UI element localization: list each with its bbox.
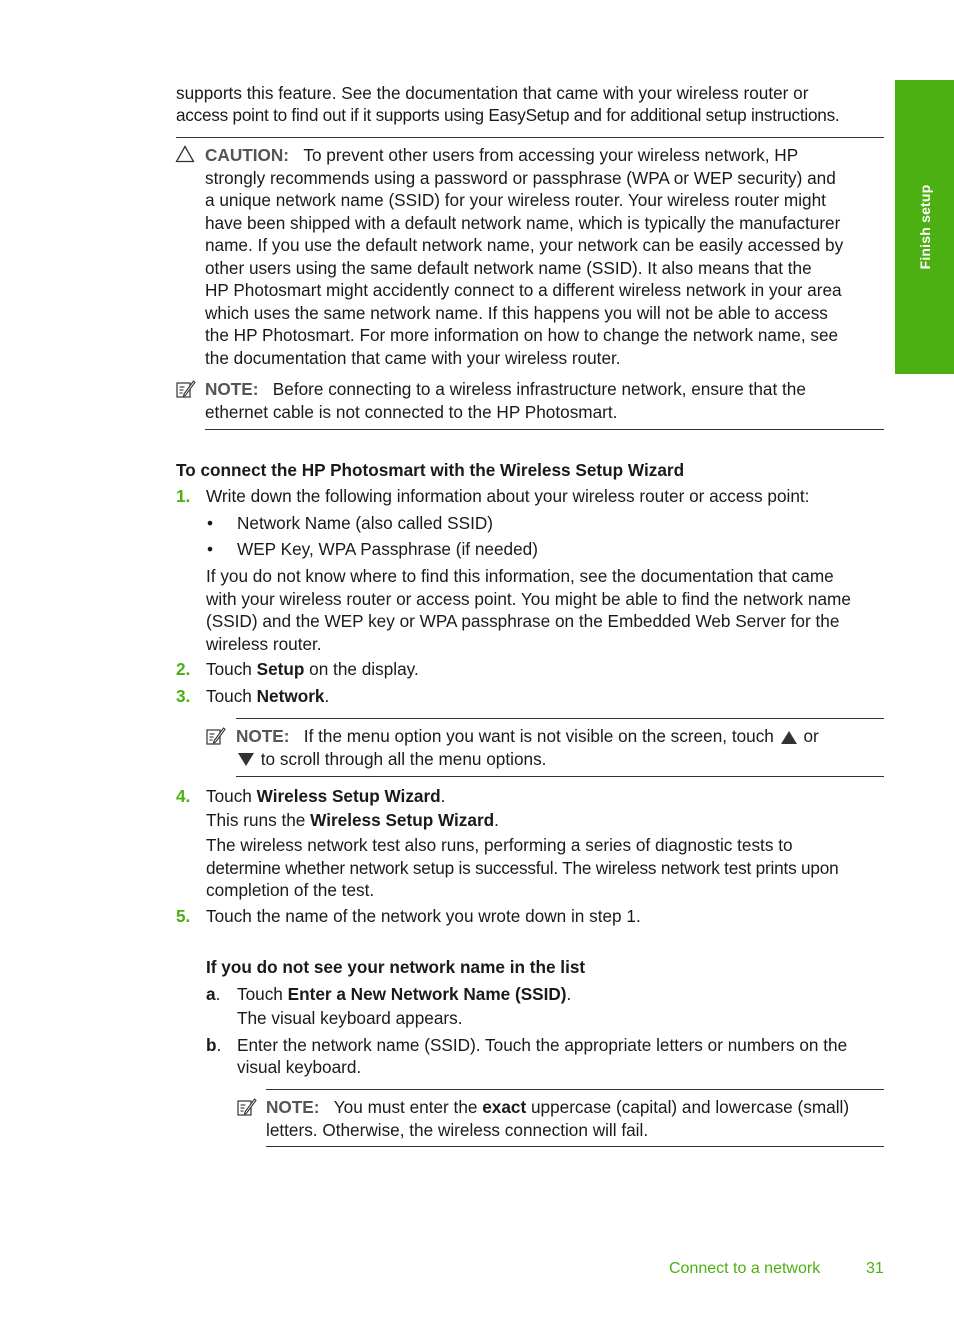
note-1-label: NOTE: [205,379,259,399]
side-tab-label: Finish setup [916,184,933,270]
note-2-label: NOTE: [236,726,290,746]
bullet-1-text: Network Name (also called SSID) [237,513,493,533]
footer-page-number: 31 [866,1260,884,1277]
step-5-text: Touch the name of the network you wrote down in step 1. [206,906,641,926]
note-2-divider-top [236,718,884,719]
bullet-2-marker: • [207,539,214,559]
caution-block [205,144,895,369]
step-3-text: Touch Network. [206,686,330,706]
note-icon [176,379,196,399]
substep-b-label: b. [206,1035,222,1055]
note-block-1 [205,378,895,423]
note-icon [237,1097,257,1117]
caution-line-5: name. If you use the default network name, your network can be easily accessed by [205,235,844,255]
note-2-line-1: NOTE: If the menu option you want is not visible on the screen, touch or [236,726,819,746]
step-1-paragraph [206,565,891,655]
substep-a-text: Touch Enter a New Network Name (SSID). [237,984,572,1004]
substep-b-line-2: visual keyboard. [237,1057,362,1077]
note-block-3 [266,1096,896,1141]
note-1-divider [205,429,884,430]
note-1-line-2: ethernet cable is not connected to the HP Photosmart. [205,401,618,422]
step-2-bold: Setup [256,659,305,679]
intro-line-1: supports this feature. See the documentation that came with your wireless router or [176,83,809,103]
sub-heading: If you do not see your network name in the list [206,957,586,977]
note-3-line-1: NOTE: You must enter the exact uppercase (capital) and lowercase (small) [266,1097,850,1117]
step-1-para-line-4: wireless router. [206,633,322,654]
arrow-down-icon [238,753,254,766]
step-1-para-line-3: (SSID) and the WEP key or WPA passphrase on the Embedded Web Server for the [206,611,840,631]
footer-section-title: Connect to a network [669,1260,821,1277]
note-icon [206,726,226,746]
step-4-bold: Wireless Setup Wizard [256,786,441,806]
substep-a-line-2: The visual keyboard appears. [237,1008,463,1028]
step-4-text: Touch Wireless Setup Wizard. [206,786,446,806]
note-1-line-1: NOTE: Before connecting to a wireless infrastructure network, ensure that the [205,379,806,399]
caution-line-6: other users using the same default network name (SSID). It also means that the [205,257,812,278]
note-3-bold: exact [482,1097,527,1117]
section-heading: To connect the HP Photosmart with the Wireless Setup Wizard [176,460,685,480]
side-tab [895,80,954,374]
note-3-divider-bottom [266,1146,884,1147]
step-5-number: 5. [176,906,191,926]
step-4-para-line-1: The wireless network test also runs, performing a series of diagnostic tests to [206,835,793,855]
substep-b-line-1: Enter the network name (SSID). Touch the appropriate letters or numbers on the [237,1035,848,1055]
step-3-number: 3. [176,686,191,706]
note-3-label: NOTE: [266,1097,320,1117]
step-1-para-line-1: If you do not know where to find this information, see the documentation that came [206,566,834,586]
bullet-2-text: WEP Key, WPA Passphrase (if needed) [237,539,538,559]
step-4-para-line-2: determine whether network setup is successful. The wireless network test prints upon [206,857,839,878]
caution-line-8: which uses the same network name. If this happens you will not be able to access [205,302,828,323]
note-2-divider-bottom [236,776,884,777]
divider-top [176,137,884,138]
step-4-number: 4. [176,786,191,806]
step-1-para-line-2: with your wireless router or access point. You might be able to find the network name [206,588,851,609]
caution-line-2: strongly recommends using a password or passphrase (WPA or WEP security) and [205,167,836,188]
step-3-bold: Network [256,686,325,706]
step-1-text: Write down the following information about your wireless router or access point: [206,486,810,506]
step-4-para-line-3: completion of the test. [206,880,375,900]
caution-line-1: CAUTION: To prevent other users from accessing your wireless network, HP [205,145,799,165]
caution-label: CAUTION: [205,145,290,165]
step-2-number: 2. [176,659,191,679]
note-block-2 [236,725,896,770]
caution-triangle-icon [175,145,195,163]
caution-line-9: the HP Photosmart. For more information on how to change the network name, see [205,325,839,345]
caution-line-7: HP Photosmart might accidently connect to a different wireless network in your area [205,280,842,300]
caution-line-4: have been shipped with a default network name, which is typically the manufacturer [205,212,841,233]
bullet-1-marker: • [207,513,214,533]
note-2-line-2: to scroll through all the menu options. [236,748,896,771]
substep-a-label: a. [206,984,221,1004]
caution-line-10: the documentation that came with your wireless router. [205,347,621,368]
step-4-line-2: This runs the Wireless Setup Wizard. [206,810,499,830]
step-2-text: Touch Setup on the display. [206,659,419,679]
step-4-paragraph [206,834,891,902]
arrow-up-icon [781,731,797,744]
note-3-divider-top [266,1089,884,1090]
note-3-line-2: letters. Otherwise, the wireless connection will fail. [266,1119,649,1140]
caution-line-3: a unique network name (SSID) for your wireless router. Your wireless router might [205,190,826,210]
step-1-number: 1. [176,486,191,506]
intro-line-2: access point to find out if it supports using EasySetup and for additional setup instructions. [176,105,840,125]
substep-a-bold: Enter a New Network Name (SSID) [287,984,567,1004]
